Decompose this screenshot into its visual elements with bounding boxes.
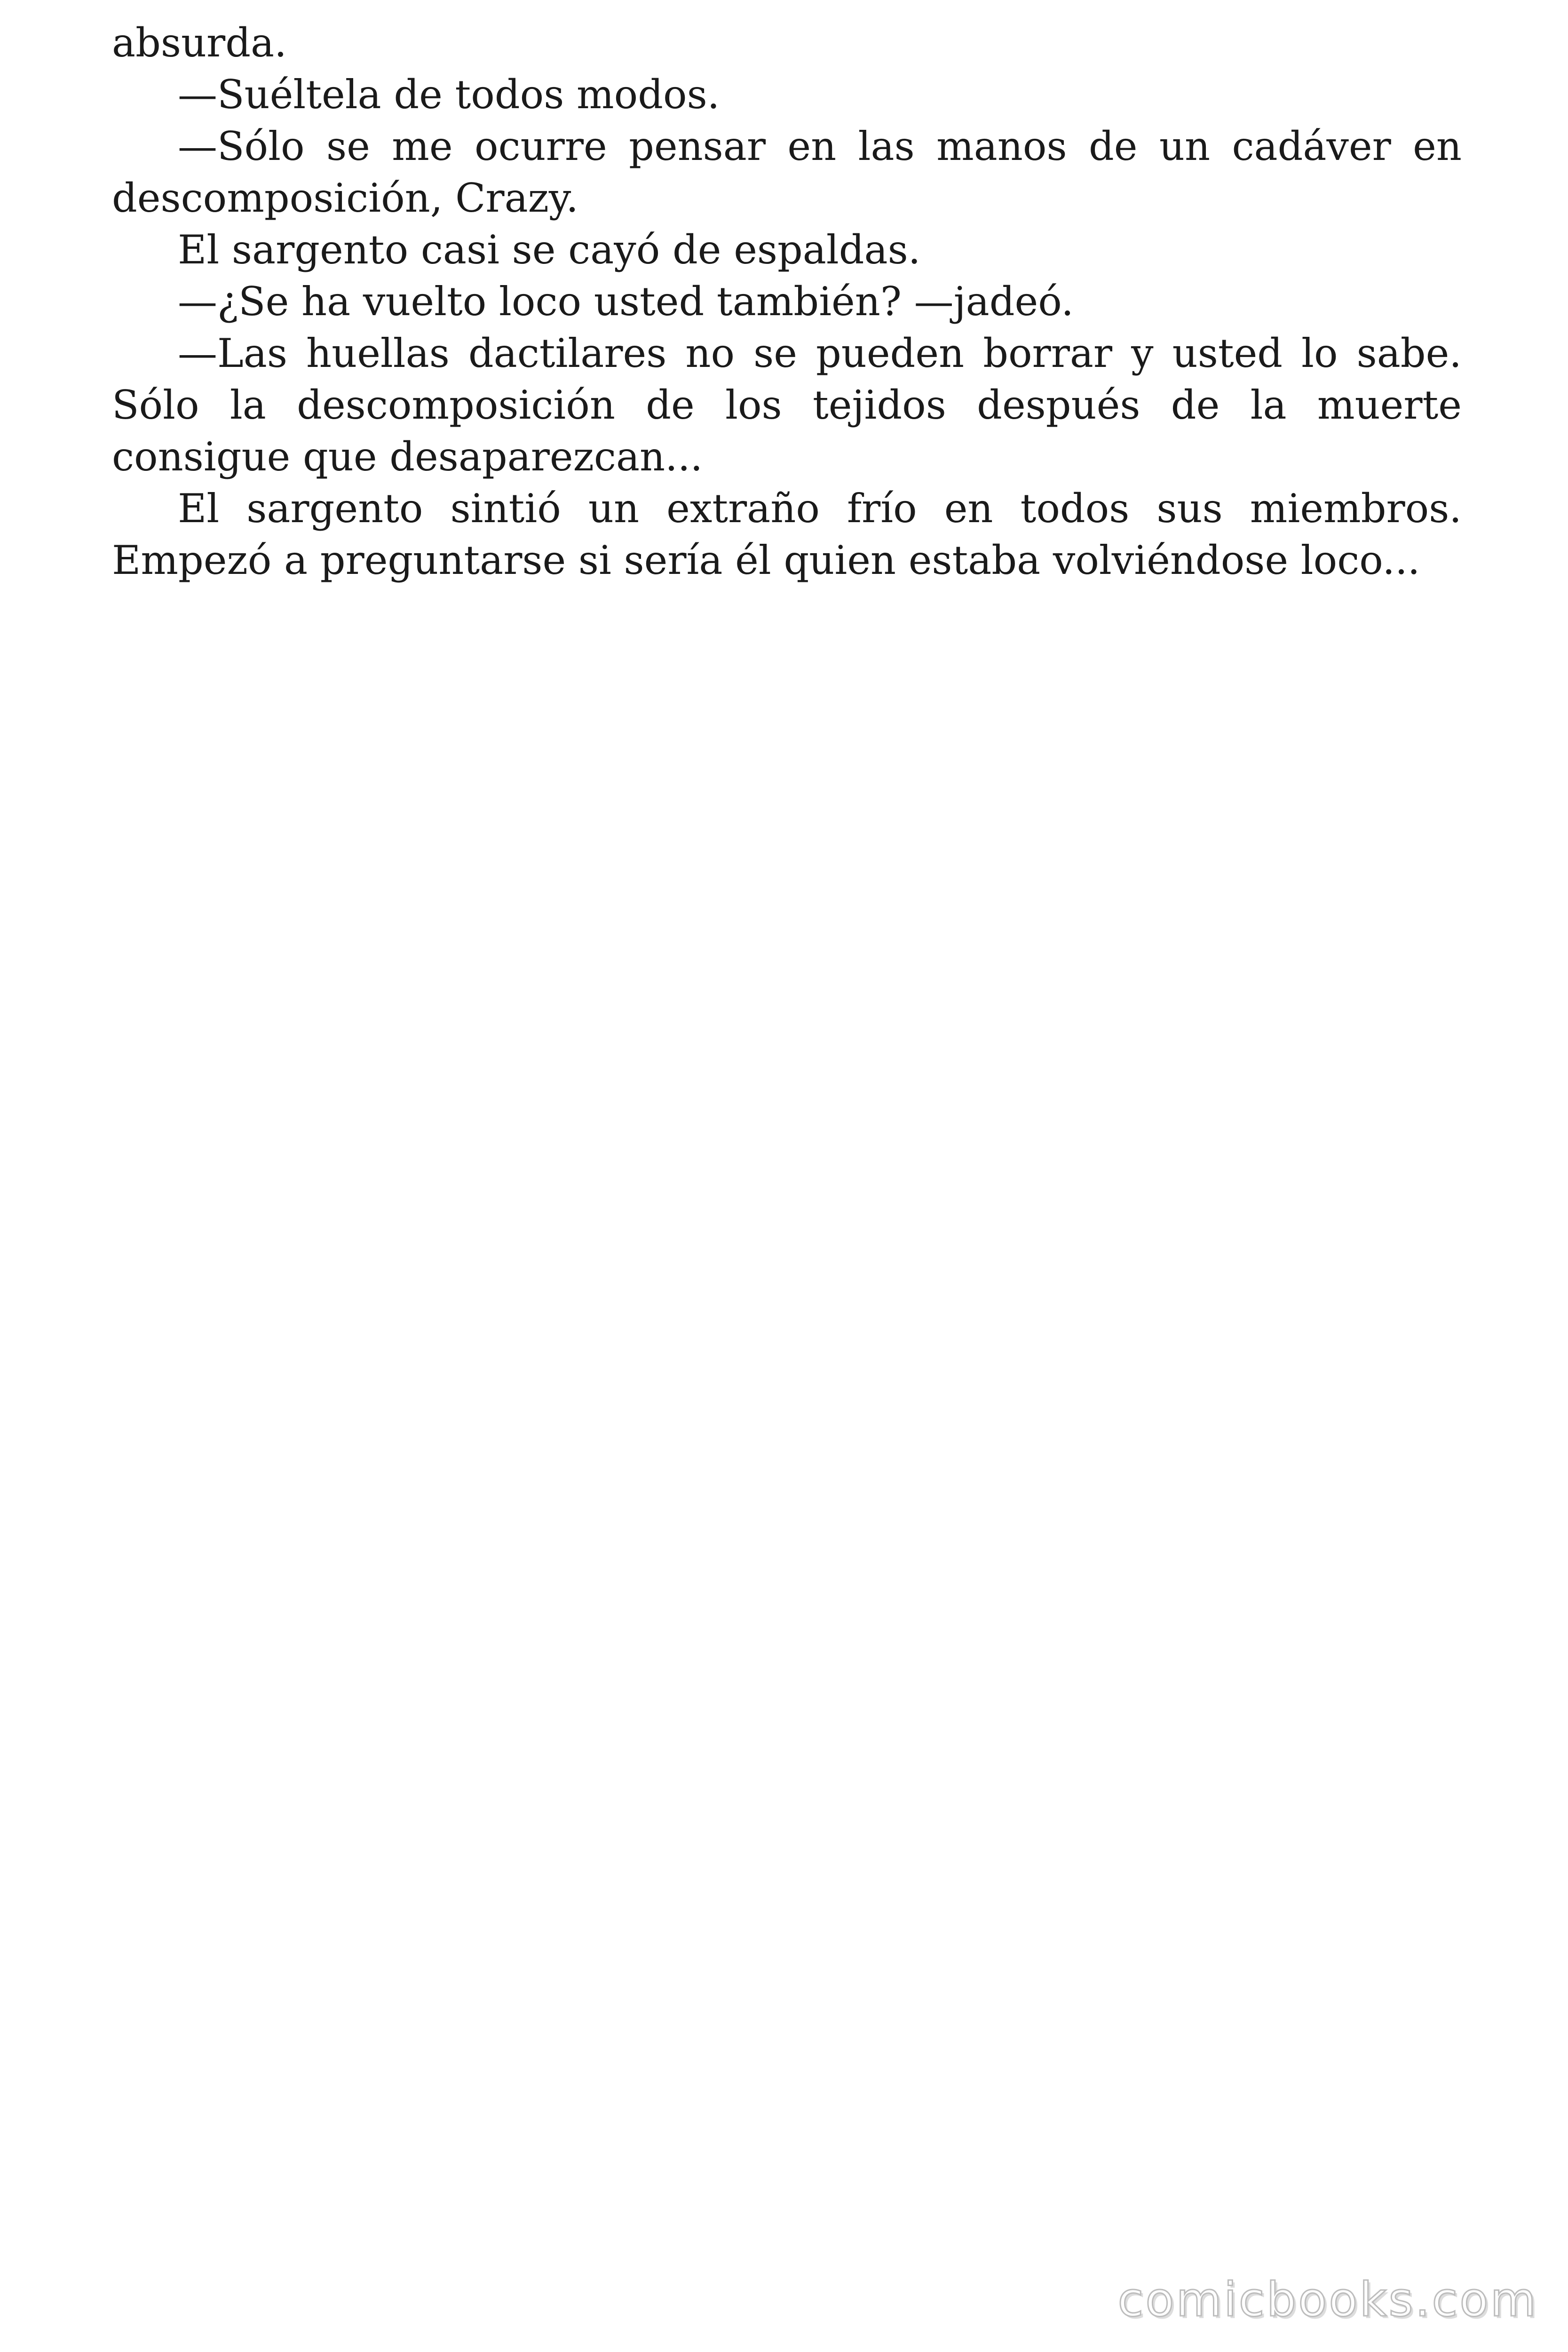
paragraph-continuation: absurda. [112,20,287,66]
paragraph-narration-2: El sargento sintió un extraño frío en todos sus miembros. Empezó a preguntarse si sería él quien estaba volviéndose loco... [112,485,1462,583]
paragraph-dialogue-2: —Sólo se me ocurre pensar en las manos de un cadáver en descomposición, Crazy. [112,123,1462,221]
watermark-logo: comicbooks.com [1117,2272,1538,2327]
paragraph-narration-1: El sargento casi se cayó de espaldas. [178,227,921,273]
book-page-text [112,17,1462,586]
paragraph-dialogue-1: —Suéltela de todos modos. [178,72,720,118]
paragraph-dialogue-4: —Las huellas dactilares no se pueden borrar y usted lo sabe. Sólo la descomposición de los tejidos después de la muerte consigue que desaparezcan... [112,330,1462,480]
paragraph-dialogue-3: —¿Se ha vuelto loco usted también? —jadeó. [178,278,1074,325]
